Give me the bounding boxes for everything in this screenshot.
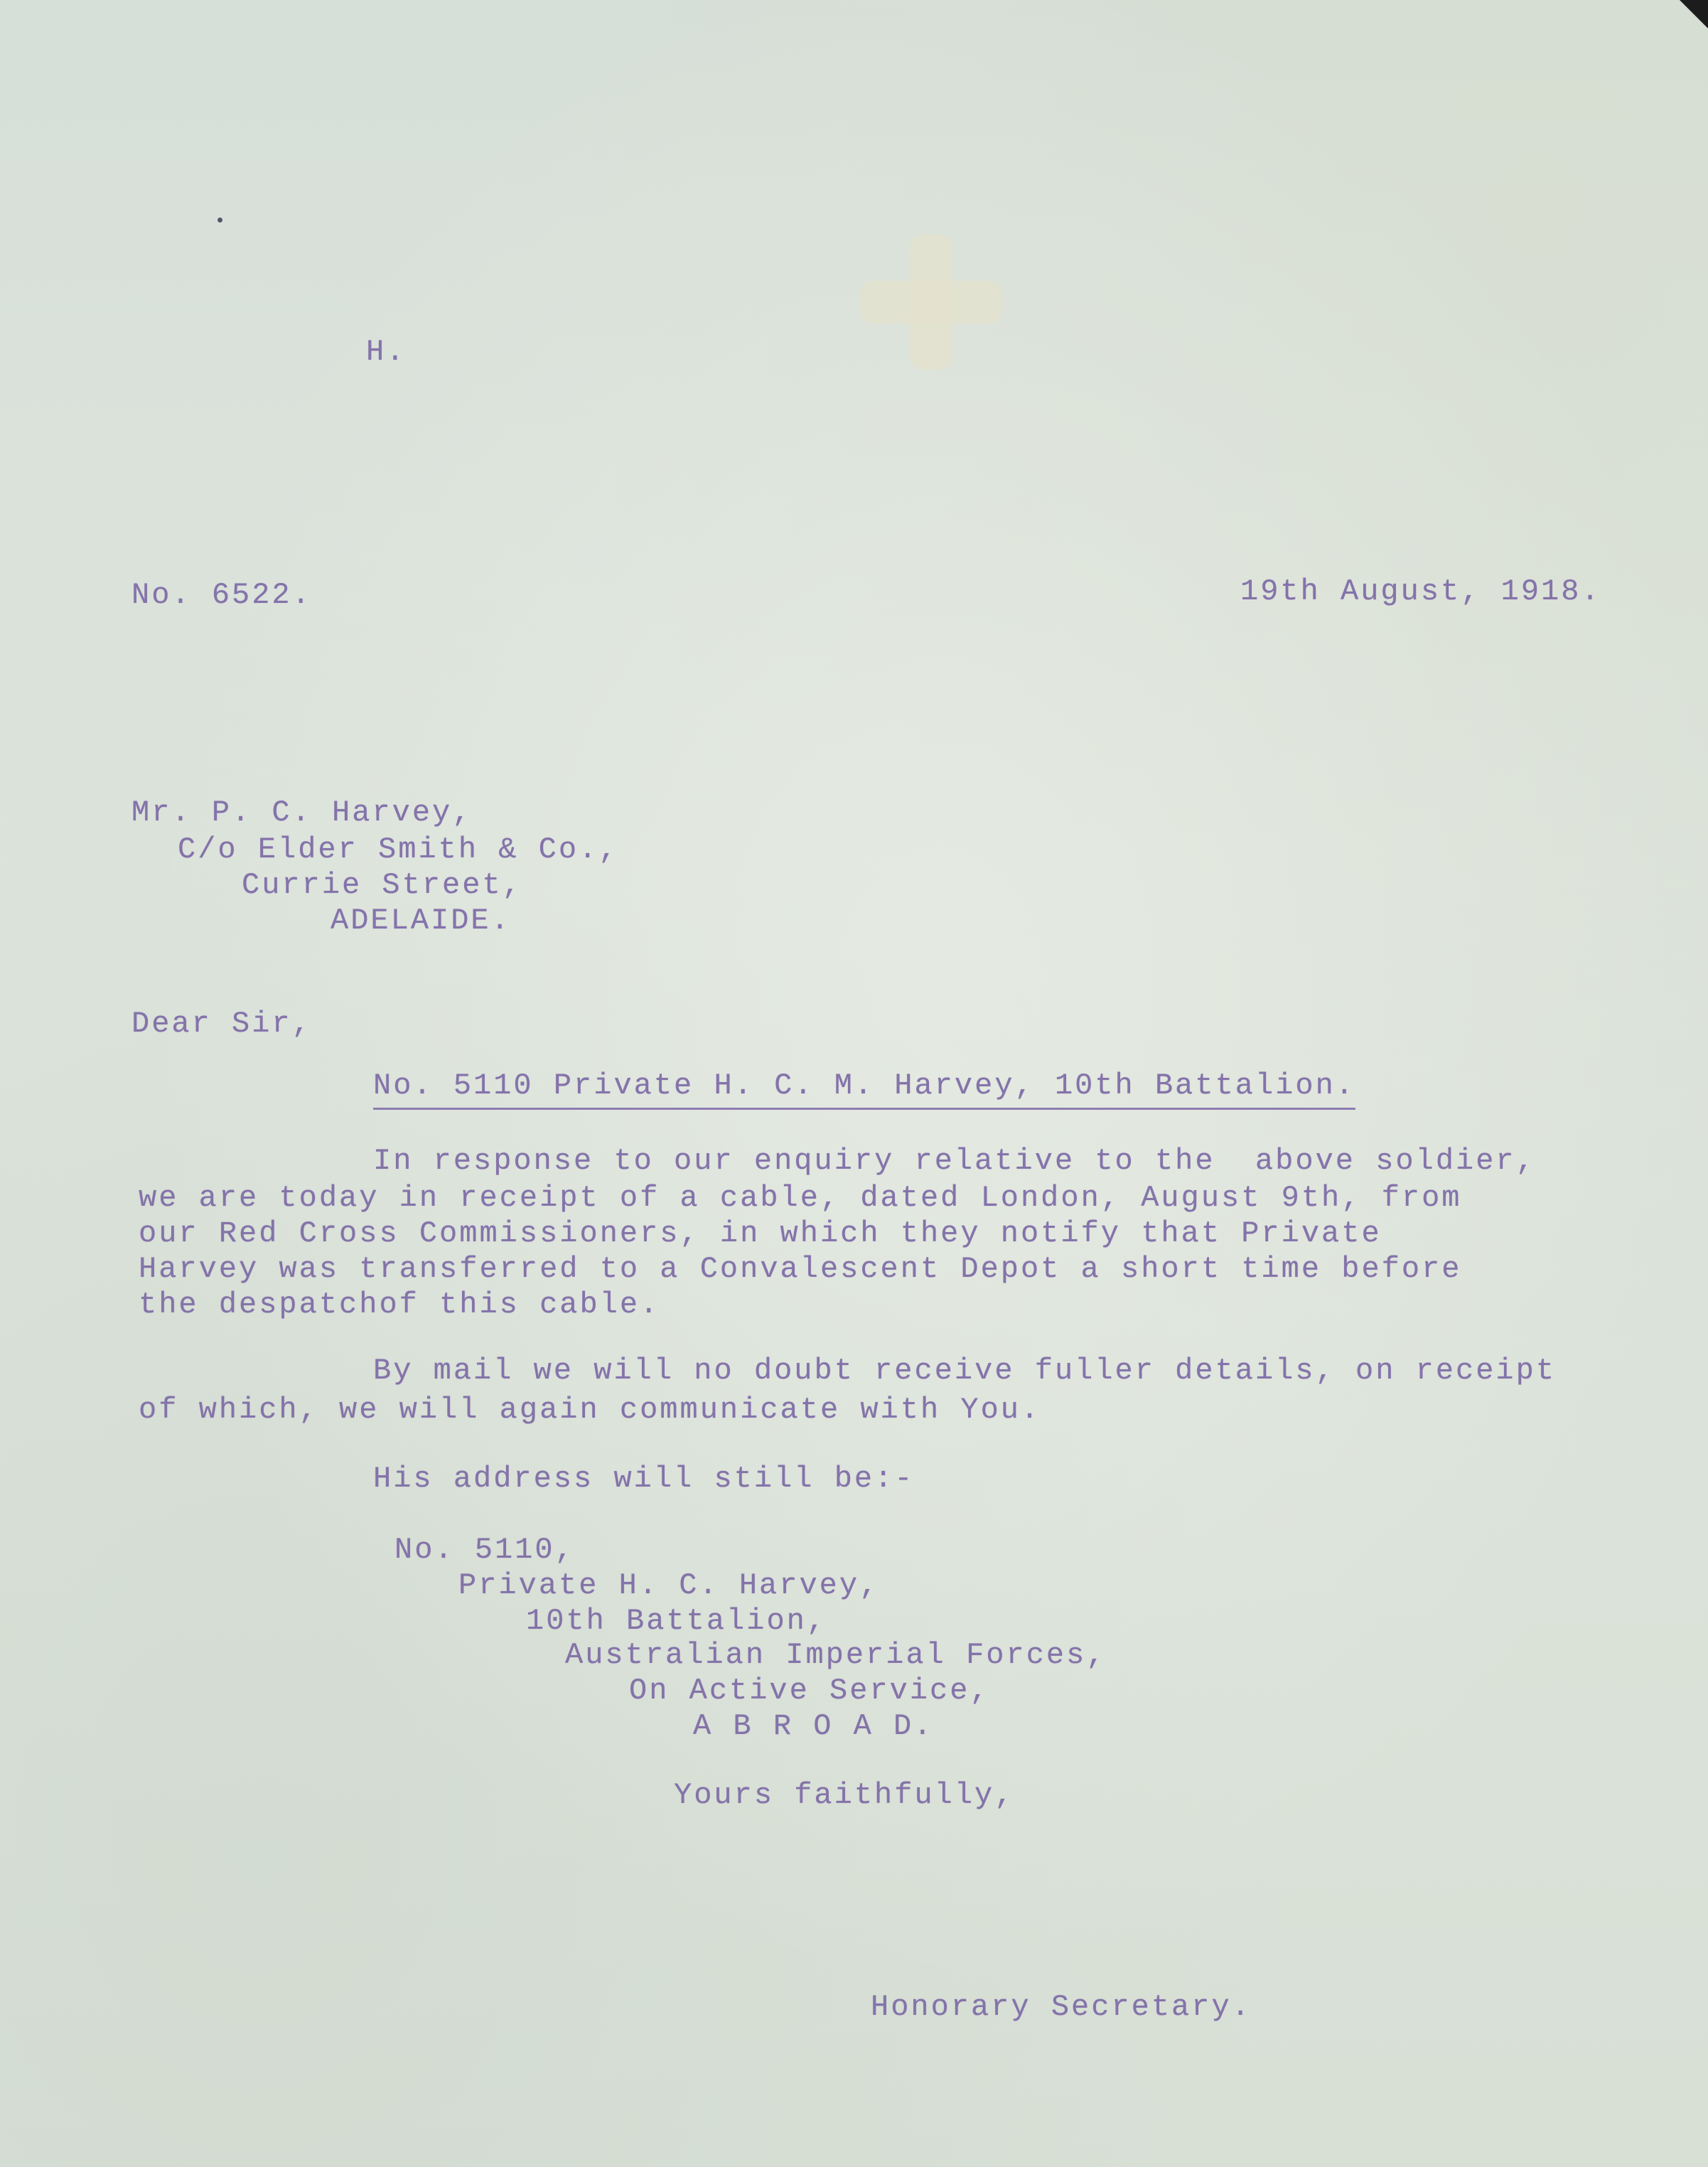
recipient-name: Mr. P. C. Harvey,: [131, 796, 473, 830]
soldier-battalion: 10th Battalion,: [526, 1604, 827, 1638]
paragraph1-line1: In response to our enquiry relative to the above soldier,: [373, 1144, 1536, 1178]
recipient-city: ADELAIDE.: [331, 904, 511, 938]
paragraph2-line2: of which, we will again communicate with You.: [139, 1393, 1041, 1427]
recipient-care-of: C/o Elder Smith & Co.,: [178, 833, 619, 867]
signatory-title: Honorary Secretary.: [871, 1990, 1252, 2024]
salutation: Dear Sir,: [131, 1007, 312, 1041]
file-mark: H.: [366, 335, 407, 369]
soldier-location: A B R O A D.: [693, 1709, 934, 1743]
reference-number: No. 6522.: [131, 578, 312, 612]
watermark-horizontal-bar: [860, 281, 1002, 323]
paragraph2-line1: By mail we will no doubt receive fuller details, on receipt: [373, 1354, 1557, 1388]
paragraph1-line5: the despatchof this cable.: [139, 1288, 660, 1322]
soldier-service: On Active Service,: [629, 1674, 990, 1708]
soldier-number: No. 5110,: [394, 1533, 575, 1567]
subject-line: No. 5110 Private H. C. M. Harvey, 10th Battalion.: [373, 1068, 1355, 1110]
recipient-street: Currie Street,: [242, 868, 522, 902]
closing: Yours faithfully,: [674, 1778, 1015, 1812]
address-intro: His address will still be:-: [373, 1462, 915, 1496]
ink-speck: [217, 218, 222, 223]
soldier-name: Private H. C. Harvey,: [458, 1568, 880, 1602]
paragraph1-line4: Harvey was transferred to a Convalescent Depot a short time before: [139, 1252, 1462, 1286]
letter-date: 19th August, 1918.: [1240, 574, 1601, 609]
soldier-force: Australian Imperial Forces,: [565, 1638, 1107, 1672]
torn-corner: [1680, 0, 1708, 28]
red-cross-watermark: [860, 235, 1002, 370]
paragraph1-line3: our Red Cross Commissioners, in which they notify that Private: [139, 1216, 1382, 1251]
paragraph1-line2: we are today in receipt of a cable, dated London, August 9th, from: [139, 1181, 1462, 1215]
